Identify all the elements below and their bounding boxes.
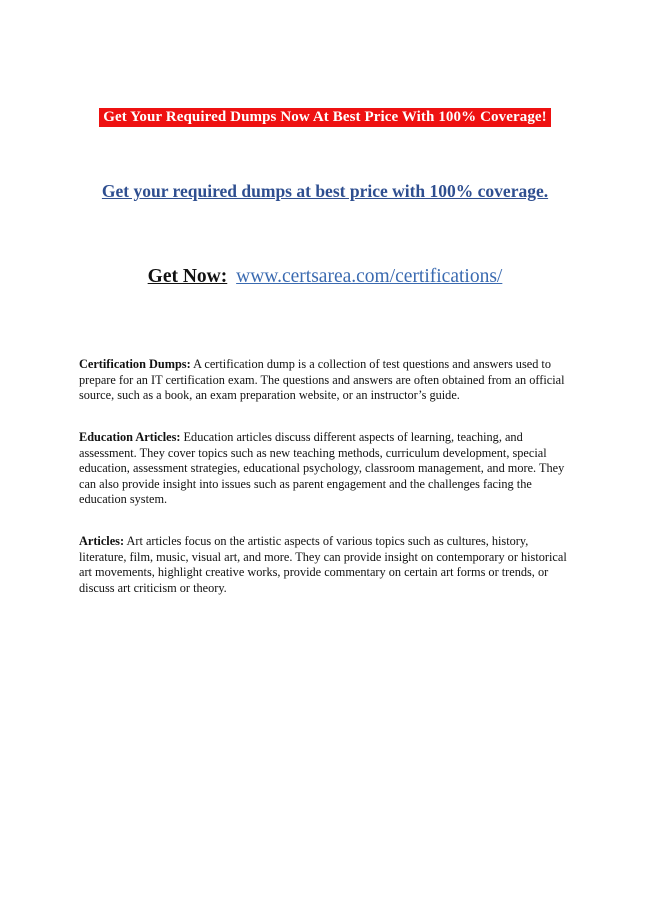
- paragraph-term: Articles:: [79, 534, 125, 549]
- paragraph-body: Art articles focus on the artistic aspects of various topics such as cultures, history, literature, film, music, visual art, and more. They can provide insight on contemporary or historical art movements, highlight creative works, provide commentary on certain art forms or trends, or discuss art criticism or theory.: [79, 534, 567, 595]
- certifications-link[interactable]: www.certsarea.com/certifications/: [236, 266, 503, 287]
- paragraph-body: A certification dump is a collection of test questions and answers used to prepare for an IT certification exam. The questions and answers are often obtained from an official source, such as a book, an exam preparation website, or an instructor’s guide.: [79, 357, 565, 403]
- paragraph-articles: [79, 534, 574, 596]
- paragraph-term: Certification Dumps:: [79, 357, 191, 372]
- paragraph-term: Education Articles:: [79, 430, 181, 445]
- paragraph-education-articles: [79, 430, 574, 508]
- get-now-line: [0, 266, 650, 288]
- promo-banner-row: [0, 108, 650, 127]
- paragraph-certification-dumps: [79, 357, 574, 404]
- promo-banner: Get Your Required Dumps Now At Best Price With 100% Coverage!: [99, 108, 551, 127]
- get-now-label: Get Now:: [147, 266, 228, 287]
- paragraph-body: Education articles discuss different aspects of learning, teaching, and assessment. They cover topics such as new teaching methods, curriculum development, special education, assessment strategies, educational psychology, classroom management, and more. They can also provide insight into issues such as parent engagement and the challenges facing the education system.: [79, 430, 565, 507]
- promo-subheading-link[interactable]: Get your required dumps at best price with 100% coverage.: [101, 181, 549, 201]
